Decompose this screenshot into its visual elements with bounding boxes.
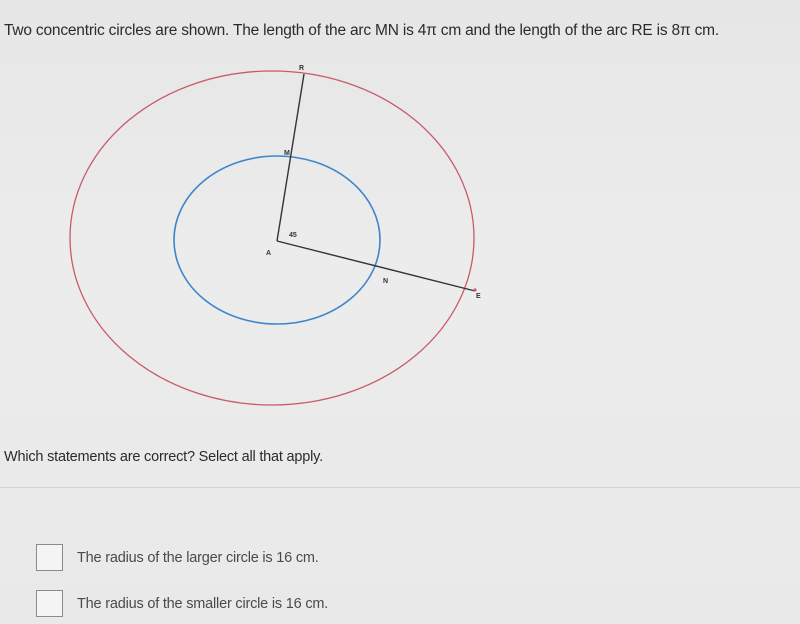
checkbox[interactable] xyxy=(36,544,63,571)
radius-line-AE xyxy=(277,241,475,291)
concentric-circles-diagram xyxy=(0,55,800,425)
instruction-text: Which statements are correct? Select all that apply. xyxy=(4,449,323,465)
option-label: The radius of the smaller circle is 16 cm. xyxy=(77,595,329,612)
label-A: A xyxy=(266,250,272,257)
label-R: R xyxy=(299,65,305,72)
option-smaller-radius-16[interactable] xyxy=(36,590,328,617)
divider xyxy=(0,487,800,488)
option-larger-radius-16[interactable] xyxy=(36,544,319,571)
label-angle: 45 xyxy=(289,232,297,239)
option-label: The radius of the larger circle is 16 cm. xyxy=(77,549,319,566)
point-E xyxy=(473,288,476,291)
label-M: M xyxy=(284,150,290,157)
label-E: E xyxy=(476,293,481,300)
checkbox[interactable] xyxy=(36,590,63,617)
label-N: N xyxy=(383,278,389,285)
question-text: Two concentric circles are shown. The length of the arc MN is 4π cm and the length of the arc RE is 8π cm. xyxy=(4,22,719,39)
large-circle xyxy=(70,71,474,405)
